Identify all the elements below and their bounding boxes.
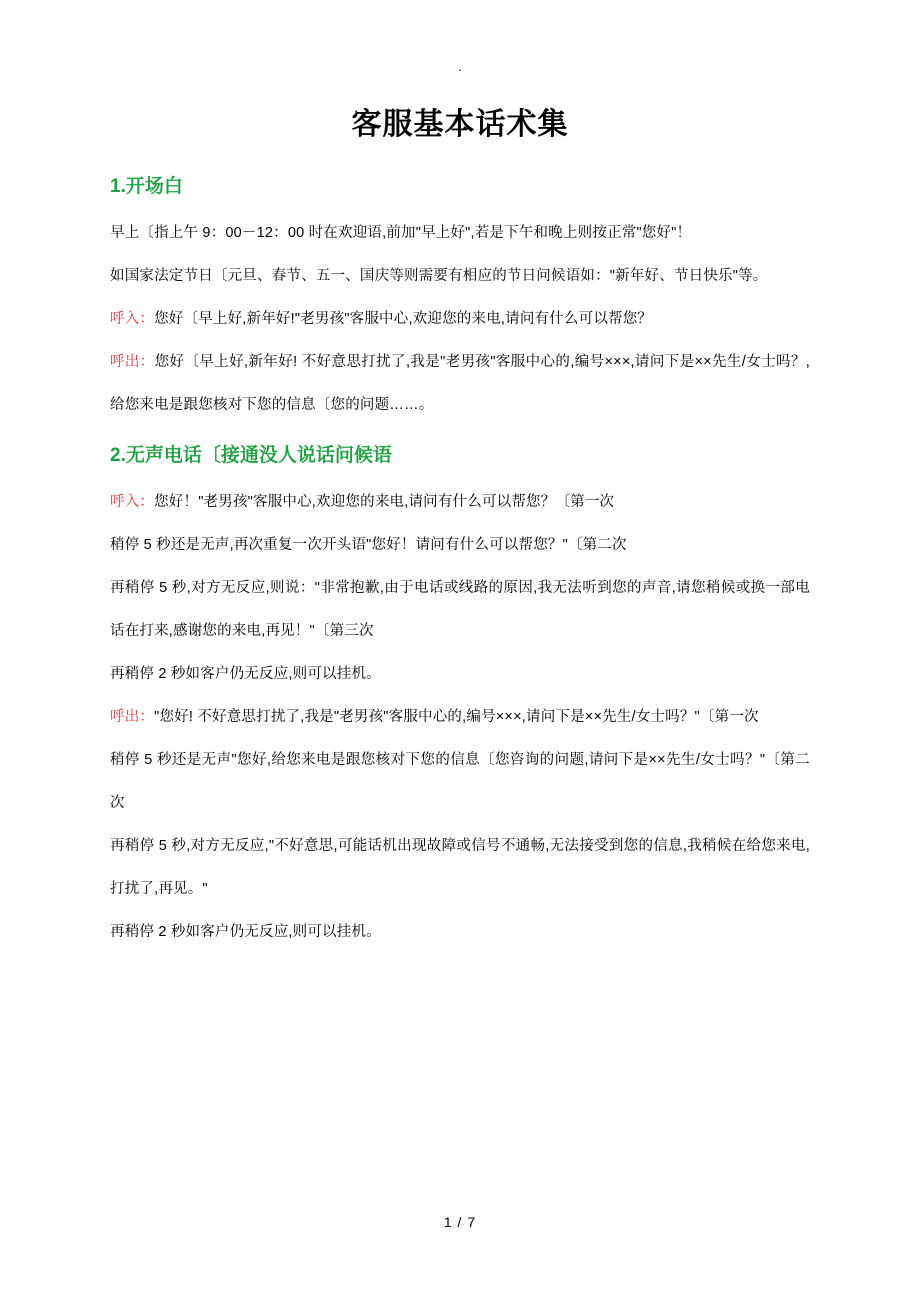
section-heading-2: 2.无声电话〔接通没人说话问候语 (110, 445, 392, 466)
paragraph (110, 524, 810, 567)
header-mark: . (458, 59, 462, 74)
paragraph-text: 您好〔早上好,新年好! 不好意思打扰了,我是"老男孩"客服中心的,编号×××,请问下是××先生/女士吗？,给您来电是跟您核对下您的信息〔您的问题……。 (110, 354, 810, 413)
paragraph-text: 稍停 5 秒还是无声"您好,给您来电是跟您核对下您的信息〔您咨询的问题,请问下是××先生/女士吗？"〔第二次 (110, 752, 810, 811)
paragraph (110, 739, 810, 825)
paragraph (110, 653, 810, 696)
paragraph-text: 再稍停 5 秒,对方无反应,则说："非常抱歉,由于电话或线路的原因,我无法听到您的声音,请您稍候或换一部电话在打来,感谢您的来电,再见！"〔第三次 (110, 580, 810, 639)
paragraph-text: 再稍停 2 秒如客户仍无反应,则可以挂机。 (110, 666, 381, 682)
outbound-label: 呼出： (110, 709, 155, 725)
inbound-label: 呼入： (110, 311, 155, 327)
paragraph (110, 911, 810, 954)
paragraph-text: 如国家法定节日〔元旦、春节、五一、国庆等则需要有相应的节日问候语如："新年好、节日快乐"等。 (110, 268, 768, 284)
page-title: 客服基本话术集 (351, 108, 569, 141)
paragraph-text: "您好! 不好意思打扰了,我是"老男孩"客服中心的,编号×××,请问下是××先生/女士吗？"〔第一次 (154, 709, 759, 725)
paragraph-text: 您好〔早上好,新年好!"老男孩"客服中心,欢迎您的来电,请问有什么可以帮您？ (154, 311, 653, 327)
paragraph-text: 再稍停 5 秒,对方无反应,"不好意思,可能话机出现故障或信号不通畅,无法接受到您的信息,我稍候在给您来电,打扰了,再见。" (110, 838, 810, 897)
paragraph (110, 212, 810, 255)
paragraph-text: 早上〔指上午 9：00－12：00 时在欢迎语,前加"早上好",若是下午和晚上则按正常"您好"！ (110, 225, 692, 241)
paragraph (110, 696, 810, 739)
paragraph-text: 您好！"老男孩"客服中心,欢迎您的来电,请问有什么可以帮您？〔第一次 (154, 494, 615, 510)
inbound-label: 呼入： (110, 494, 155, 510)
paragraph-text: 稍停 5 秒还是无声,再次重复一次开头语"您好！请问有什么可以帮您？"〔第二次 (110, 537, 627, 553)
paragraph (110, 481, 810, 524)
paragraph (110, 825, 810, 911)
paragraph (110, 298, 810, 341)
paragraph-text: 再稍停 2 秒如客户仍无反应,则可以挂机。 (110, 924, 381, 940)
paragraph (110, 255, 810, 298)
section-heading-1: 1.开场白 (110, 176, 183, 197)
paragraph (110, 567, 810, 653)
outbound-label: 呼出： (110, 354, 155, 370)
paragraph (110, 341, 810, 427)
page-number: 1 / 7 (443, 1214, 477, 1230)
